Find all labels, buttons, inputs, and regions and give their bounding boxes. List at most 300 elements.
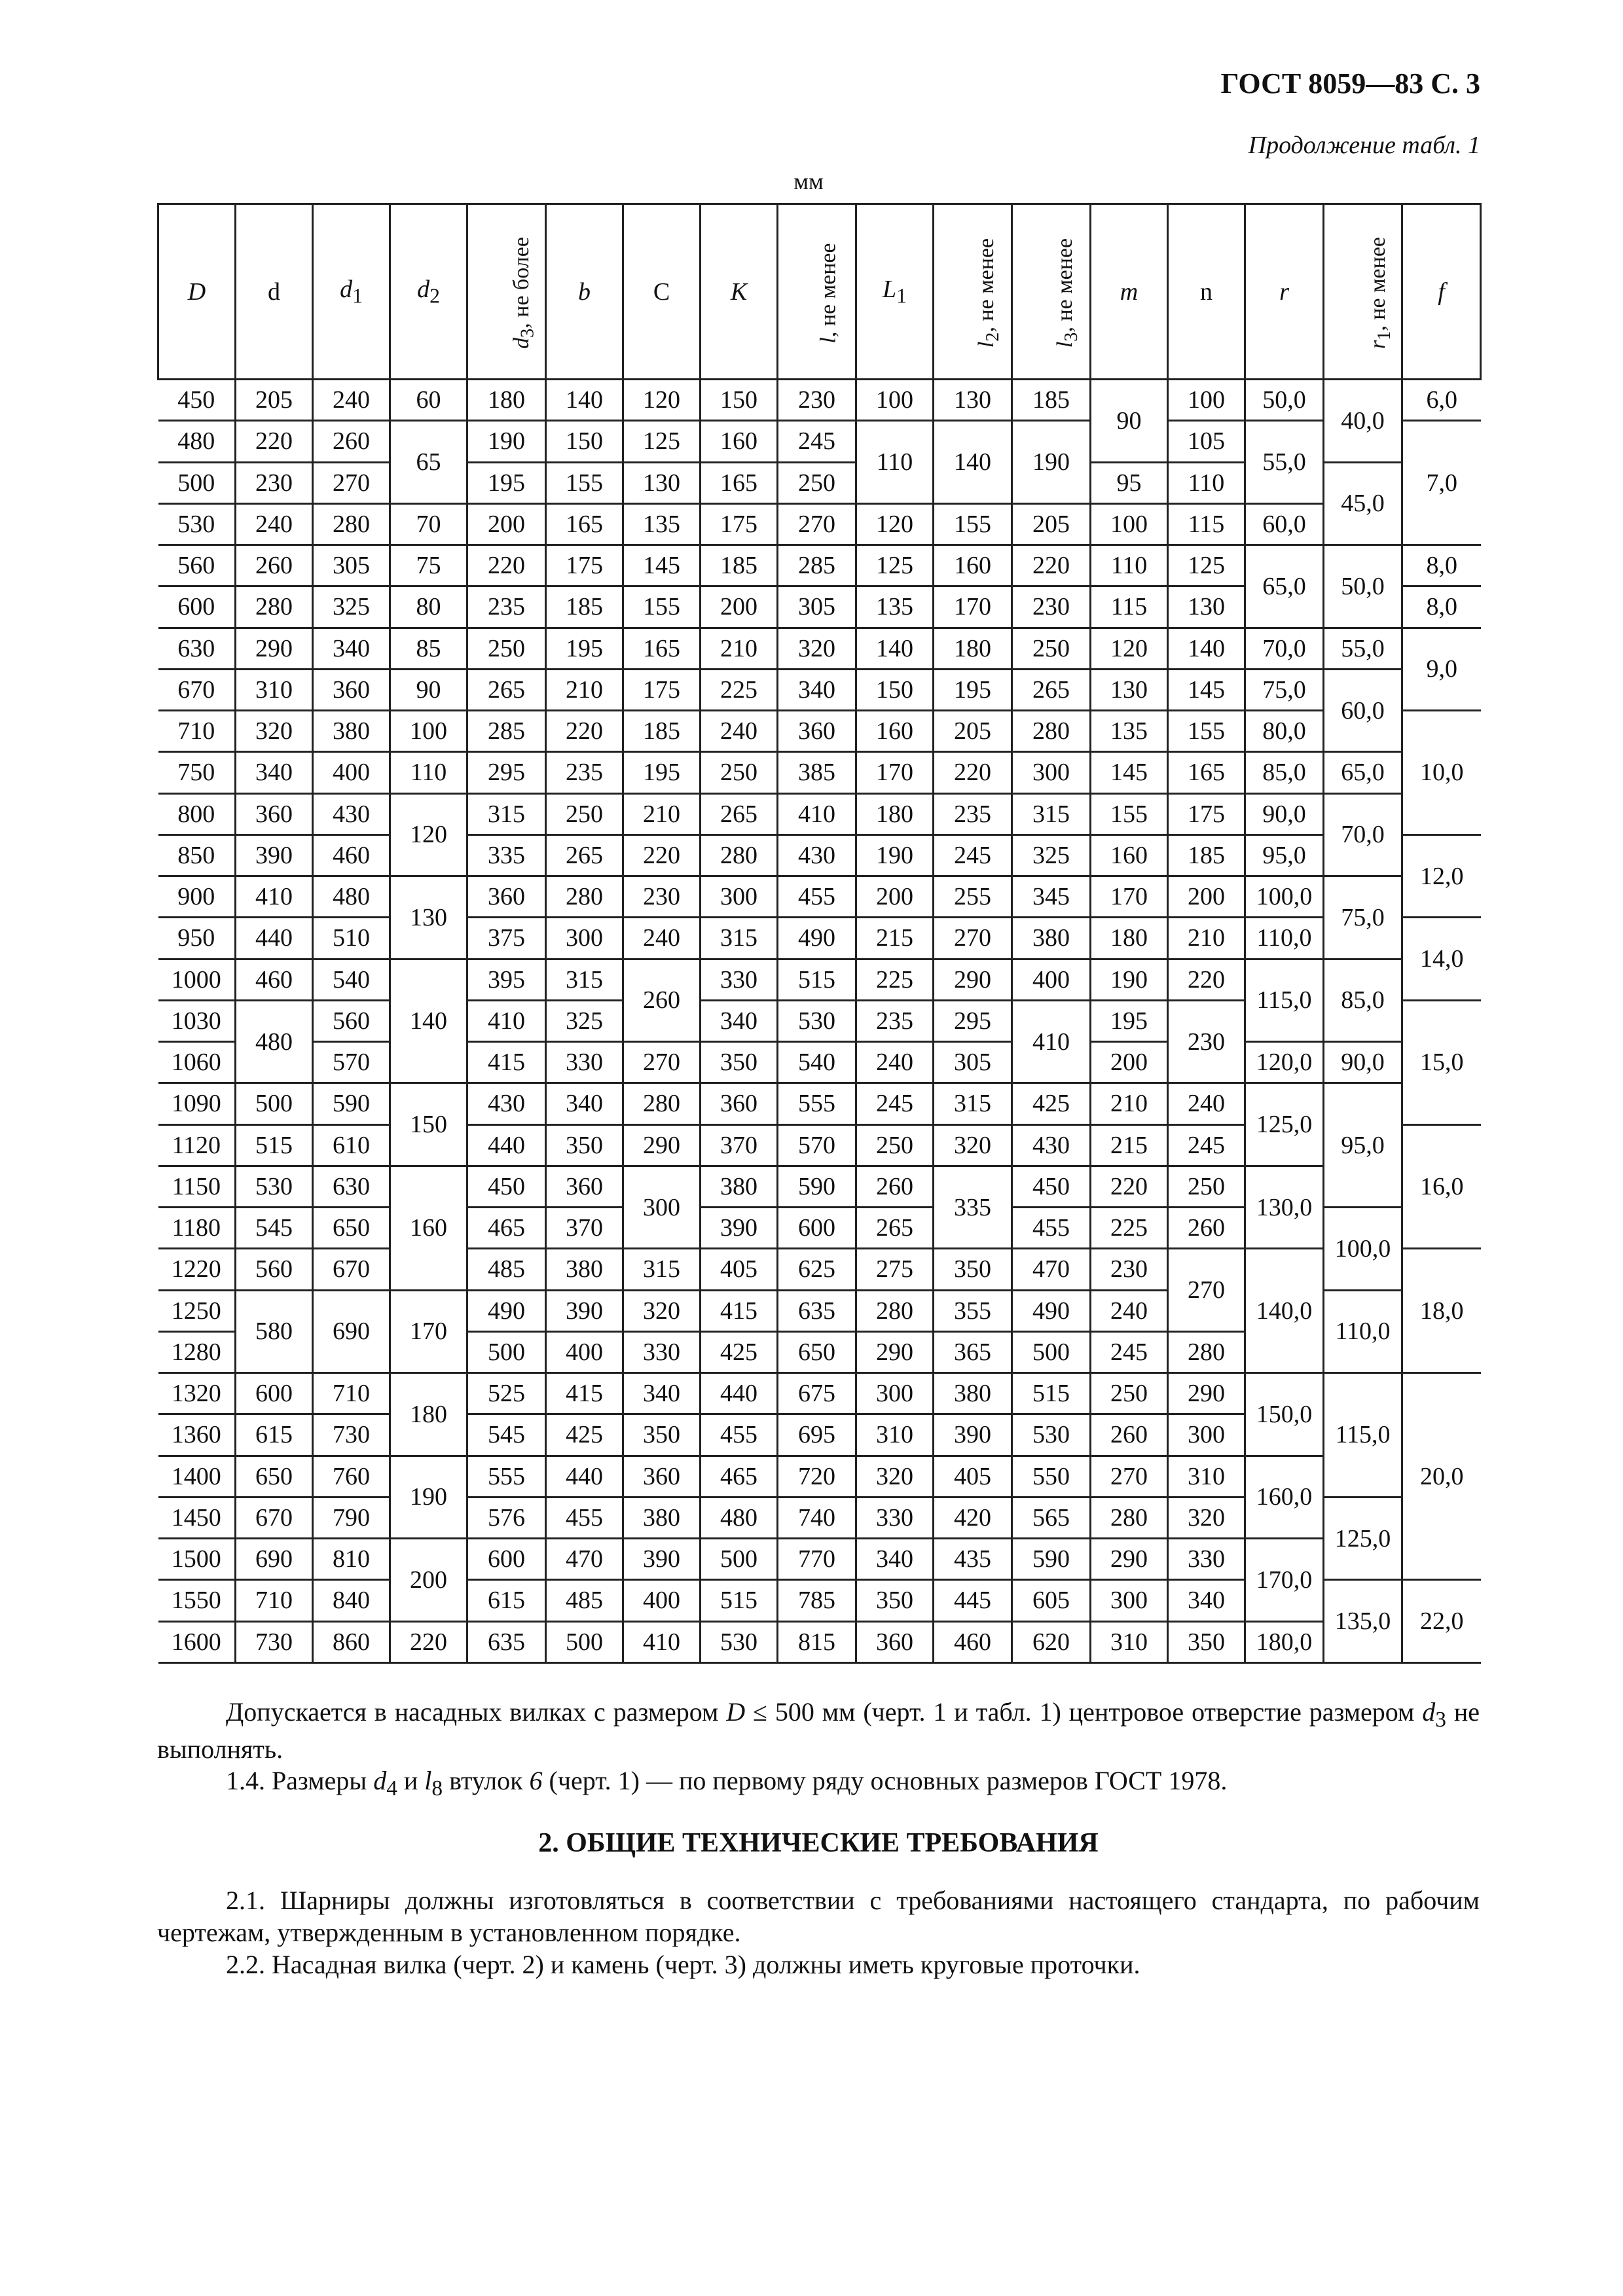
cell-r1: 45,0 xyxy=(1324,462,1402,545)
cell-l: 635 xyxy=(778,1290,856,1331)
cell-d3: 430 xyxy=(467,1083,546,1124)
cell-K: 405 xyxy=(701,1249,778,1290)
cell-l3: 315 xyxy=(1012,793,1091,834)
cell-l: 320 xyxy=(778,628,856,669)
cell-D: 480 xyxy=(158,421,236,462)
cell-l: 600 xyxy=(778,1208,856,1249)
cell-l: 270 xyxy=(778,503,856,545)
cell-D: 560 xyxy=(158,545,236,586)
cell-C: 120 xyxy=(623,380,701,421)
cell-r: 100,0 xyxy=(1245,876,1324,918)
cell-L1: 140 xyxy=(856,628,934,669)
cell-n: 250 xyxy=(1168,1166,1245,1207)
cell-b: 300 xyxy=(546,918,623,959)
cell-b: 325 xyxy=(546,1000,623,1041)
cell-l: 250 xyxy=(778,462,856,503)
cell-K: 440 xyxy=(701,1373,778,1414)
cell-C: 155 xyxy=(623,586,701,628)
cell-l2: 235 xyxy=(934,793,1012,834)
cell-m: 155 xyxy=(1091,793,1168,834)
cell-K: 165 xyxy=(701,462,778,503)
cell-d3: 250 xyxy=(467,628,546,669)
cell-d1: 670 xyxy=(313,1249,390,1290)
cell-b: 380 xyxy=(546,1249,623,1290)
cell-b: 150 xyxy=(546,421,623,462)
cell-l: 530 xyxy=(778,1000,856,1041)
cell-d3: 190 xyxy=(467,421,546,462)
cell-D: 1500 xyxy=(158,1539,236,1580)
cell-n: 185 xyxy=(1168,834,1245,876)
cell-f: 18,0 xyxy=(1402,1249,1481,1373)
cell-C: 280 xyxy=(623,1083,701,1124)
cell-D: 900 xyxy=(158,876,236,918)
col-header-l: l, не менее xyxy=(778,204,856,380)
cell-C: 315 xyxy=(623,1249,701,1290)
cell-m: 130 xyxy=(1091,669,1168,710)
cell-r1: 95,0 xyxy=(1324,1083,1402,1208)
cell-l3: 565 xyxy=(1012,1497,1091,1538)
cell-D: 450 xyxy=(158,380,236,421)
cell-L1: 235 xyxy=(856,1000,934,1041)
cell-C: 130 xyxy=(623,462,701,503)
cell-m: 195 xyxy=(1091,1000,1168,1041)
cell-f: 20,0 xyxy=(1402,1373,1481,1580)
cell-l: 590 xyxy=(778,1166,856,1207)
cell-d3: 315 xyxy=(467,793,546,834)
cell-d: 280 xyxy=(236,586,313,628)
cell-d1: 840 xyxy=(313,1580,390,1621)
cell-r: 85,0 xyxy=(1245,752,1324,793)
cell-f: 22,0 xyxy=(1402,1580,1481,1663)
cell-l: 720 xyxy=(778,1456,856,1497)
cell-d1: 760 xyxy=(313,1456,390,1497)
table-row xyxy=(158,1373,1481,1414)
cell-K: 225 xyxy=(701,669,778,710)
cell-l3: 550 xyxy=(1012,1456,1091,1497)
cell-n: 140 xyxy=(1168,628,1245,669)
cell-d3: 410 xyxy=(467,1000,546,1041)
cell-C: 330 xyxy=(623,1331,701,1372)
cell-d2: 150 xyxy=(390,1083,467,1166)
cell-D: 750 xyxy=(158,752,236,793)
cell-r1: 75,0 xyxy=(1324,876,1402,960)
cell-f: 8,0 xyxy=(1402,586,1481,628)
cell-d: 690 xyxy=(236,1539,313,1580)
col-header-m: m xyxy=(1091,204,1168,380)
table-row xyxy=(158,876,1481,918)
cell-l: 455 xyxy=(778,876,856,918)
cell-l: 490 xyxy=(778,918,856,959)
cell-K: 210 xyxy=(701,628,778,669)
note-paragraph: Допускается в насадных вилках с размером D ≤ 500 мм (черт. 1 и табл. 1) центровое отверстие размером $d_3$ не выполнять. xyxy=(157,1697,1480,1764)
cell-r: 65,0 xyxy=(1245,545,1324,628)
cell-D: 710 xyxy=(158,711,236,752)
cell-L1: 250 xyxy=(856,1124,934,1166)
cell-d1: 650 xyxy=(313,1208,390,1249)
cell-l: 230 xyxy=(778,380,856,421)
cell-m: 230 xyxy=(1091,1249,1168,1290)
cell-l: 740 xyxy=(778,1497,856,1538)
cell-C: 145 xyxy=(623,545,701,586)
cell-d3: 360 xyxy=(467,876,546,918)
cell-l2: 140 xyxy=(934,421,1012,504)
cell-D: 500 xyxy=(158,462,236,503)
cell-d2: 60 xyxy=(390,380,467,421)
cell-b: 340 xyxy=(546,1083,623,1124)
cell-f: 8,0 xyxy=(1402,545,1481,586)
table-row xyxy=(158,545,1481,586)
cell-r: 140,0 xyxy=(1245,1249,1324,1373)
cell-d2: 75 xyxy=(390,545,467,586)
cell-l2: 130 xyxy=(934,380,1012,421)
cell-n: 210 xyxy=(1168,918,1245,959)
cell-L1: 150 xyxy=(856,669,934,710)
cell-m: 120 xyxy=(1091,628,1168,669)
col-header-n: n xyxy=(1168,204,1245,380)
cell-d3: 180 xyxy=(467,380,546,421)
cell-b: 390 xyxy=(546,1290,623,1331)
table-row xyxy=(158,1249,1481,1290)
cell-b: 195 xyxy=(546,628,623,669)
cell-r1: 125,0 xyxy=(1324,1497,1402,1580)
cell-L1: 310 xyxy=(856,1414,934,1456)
cell-b: 485 xyxy=(546,1580,623,1621)
cell-r: 55,0 xyxy=(1245,421,1324,504)
cell-r1: 55,0 xyxy=(1324,628,1402,669)
cell-K: 200 xyxy=(701,586,778,628)
cell-K: 465 xyxy=(701,1456,778,1497)
cell-l2: 380 xyxy=(934,1373,1012,1414)
cell-l2: 305 xyxy=(934,1042,1012,1083)
cell-d3: 465 xyxy=(467,1208,546,1249)
col-header-b: b xyxy=(546,204,623,380)
cell-b: 330 xyxy=(546,1042,623,1083)
cell-d: 650 xyxy=(236,1456,313,1497)
cell-D: 1550 xyxy=(158,1580,236,1621)
cell-d: 390 xyxy=(236,834,313,876)
cell-l: 340 xyxy=(778,669,856,710)
cell-d2: 180 xyxy=(390,1373,467,1456)
cell-K: 250 xyxy=(701,752,778,793)
cell-b: 140 xyxy=(546,380,623,421)
cell-r: 70,0 xyxy=(1245,628,1324,669)
cell-K: 185 xyxy=(701,545,778,586)
cell-D: 850 xyxy=(158,834,236,876)
cell-n: 310 xyxy=(1168,1456,1245,1497)
cell-C: 300 xyxy=(623,1166,701,1249)
cell-l3: 590 xyxy=(1012,1539,1091,1580)
cell-d1: 305 xyxy=(313,545,390,586)
cell-l: 305 xyxy=(778,586,856,628)
cell-l2: 435 xyxy=(934,1539,1012,1580)
cell-l: 245 xyxy=(778,421,856,462)
cell-K: 500 xyxy=(701,1539,778,1580)
table-row xyxy=(158,752,1481,793)
cell-C: 360 xyxy=(623,1456,701,1497)
cell-n: 125 xyxy=(1168,545,1245,586)
col-header-r: r xyxy=(1245,204,1324,380)
cell-C: 230 xyxy=(623,876,701,918)
cell-d1: 710 xyxy=(313,1373,390,1414)
cell-L1: 300 xyxy=(856,1373,934,1414)
cell-b: 415 xyxy=(546,1373,623,1414)
cell-K: 280 xyxy=(701,834,778,876)
cell-d: 440 xyxy=(236,918,313,959)
cell-r: 60,0 xyxy=(1245,503,1324,545)
cell-b: 165 xyxy=(546,503,623,545)
cell-n: 115 xyxy=(1168,503,1245,545)
cell-m: 215 xyxy=(1091,1124,1168,1166)
cell-r1: 60,0 xyxy=(1324,669,1402,752)
cell-l: 650 xyxy=(778,1331,856,1372)
cell-C: 270 xyxy=(623,1042,701,1083)
cell-D: 630 xyxy=(158,628,236,669)
cell-d3: 375 xyxy=(467,918,546,959)
cell-d1: 340 xyxy=(313,628,390,669)
cell-r: 115,0 xyxy=(1245,959,1324,1042)
cell-C: 410 xyxy=(623,1621,701,1663)
cell-b: 265 xyxy=(546,834,623,876)
table-row xyxy=(158,1621,1481,1663)
table-row xyxy=(158,834,1481,876)
cell-l2: 255 xyxy=(934,876,1012,918)
cell-d1: 540 xyxy=(313,959,390,1000)
cell-K: 390 xyxy=(701,1208,778,1249)
cell-n: 260 xyxy=(1168,1208,1245,1249)
cell-d1: 810 xyxy=(313,1539,390,1580)
document-reference: ГОСТ 8059—83 С. 3 xyxy=(1220,67,1480,99)
cell-L1: 120 xyxy=(856,503,934,545)
cell-n: 240 xyxy=(1168,1083,1245,1124)
cell-l: 285 xyxy=(778,545,856,586)
cell-d1: 690 xyxy=(313,1290,390,1373)
table-row xyxy=(158,1166,1481,1207)
cell-r1: 110,0 xyxy=(1324,1290,1402,1373)
section-2-text xyxy=(157,1885,1480,1981)
cell-L1: 280 xyxy=(856,1290,934,1331)
cell-D: 600 xyxy=(158,586,236,628)
cell-C: 400 xyxy=(623,1580,701,1621)
cell-b: 425 xyxy=(546,1414,623,1456)
col-header-d2: $d_2$ xyxy=(390,204,467,380)
table-row xyxy=(158,711,1481,752)
cell-l3: 450 xyxy=(1012,1166,1091,1207)
cell-d1: 570 xyxy=(313,1042,390,1083)
cell-m: 225 xyxy=(1091,1208,1168,1249)
cell-d3: 500 xyxy=(467,1331,546,1372)
cell-m: 95 xyxy=(1091,462,1168,503)
cell-l3: 300 xyxy=(1012,752,1091,793)
cell-C: 220 xyxy=(623,834,701,876)
table-row xyxy=(158,380,1481,421)
cell-n: 320 xyxy=(1168,1497,1245,1538)
cell-n: 230 xyxy=(1168,1000,1245,1083)
cell-K: 240 xyxy=(701,711,778,752)
cell-l2: 445 xyxy=(934,1580,1012,1621)
cell-l: 695 xyxy=(778,1414,856,1456)
cell-D: 1030 xyxy=(158,1000,236,1041)
cell-l3: 190 xyxy=(1012,421,1091,504)
cell-d3: 576 xyxy=(467,1497,546,1538)
cell-C: 320 xyxy=(623,1290,701,1331)
cell-d3: 545 xyxy=(467,1414,546,1456)
col-header-l3: $l_3$, не менее xyxy=(1012,204,1091,380)
cell-d3: 335 xyxy=(467,834,546,876)
cell-m: 240 xyxy=(1091,1290,1168,1331)
cell-d1: 380 xyxy=(313,711,390,752)
cell-r: 95,0 xyxy=(1245,834,1324,876)
cell-d: 480 xyxy=(236,1000,313,1083)
cell-d: 615 xyxy=(236,1414,313,1456)
cell-d: 670 xyxy=(236,1497,313,1538)
cell-r1: 90,0 xyxy=(1324,1042,1402,1083)
cell-d1: 325 xyxy=(313,586,390,628)
cell-D: 1120 xyxy=(158,1124,236,1166)
cell-n: 340 xyxy=(1168,1580,1245,1621)
cell-d: 290 xyxy=(236,628,313,669)
paragraph-2-1: 2.1. Шарниры должны изготовляться в соответствии с требованиями настоящего стандарта, по рабочим чертежам, утвержденным в установленном порядке. xyxy=(157,1886,1480,1947)
cell-n: 220 xyxy=(1168,959,1245,1000)
units-label: мм xyxy=(793,168,824,194)
col-header-d3: $d_3$, не более xyxy=(467,204,546,380)
cell-d3: 440 xyxy=(467,1124,546,1166)
cell-l3: 490 xyxy=(1012,1290,1091,1331)
cell-l3: 430 xyxy=(1012,1124,1091,1166)
cell-r: 80,0 xyxy=(1245,711,1324,752)
cell-d1: 860 xyxy=(313,1621,390,1663)
cell-d3: 295 xyxy=(467,752,546,793)
cell-n: 155 xyxy=(1168,711,1245,752)
cell-D: 1250 xyxy=(158,1290,236,1331)
cell-l3: 455 xyxy=(1012,1208,1091,1249)
cell-d3: 555 xyxy=(467,1456,546,1497)
cell-K: 380 xyxy=(701,1166,778,1207)
cell-d3: 635 xyxy=(467,1621,546,1663)
cell-K: 160 xyxy=(701,421,778,462)
cell-C: 135 xyxy=(623,503,701,545)
cell-n: 245 xyxy=(1168,1124,1245,1166)
col-header-d: d xyxy=(236,204,313,380)
cell-l: 540 xyxy=(778,1042,856,1083)
cell-d2: 110 xyxy=(390,752,467,793)
cell-r: 90,0 xyxy=(1245,793,1324,834)
cell-d2: 190 xyxy=(390,1456,467,1539)
cell-D: 1320 xyxy=(158,1373,236,1414)
cell-l2: 320 xyxy=(934,1124,1012,1166)
cell-f: 7,0 xyxy=(1402,421,1481,545)
cell-l: 570 xyxy=(778,1124,856,1166)
cell-m: 160 xyxy=(1091,834,1168,876)
cell-b: 360 xyxy=(546,1166,623,1207)
cell-b: 315 xyxy=(546,959,623,1000)
table-row xyxy=(158,1042,1481,1083)
cell-b: 175 xyxy=(546,545,623,586)
cell-l2: 170 xyxy=(934,586,1012,628)
cell-D: 1090 xyxy=(158,1083,236,1124)
cell-C: 390 xyxy=(623,1539,701,1580)
cell-d: 240 xyxy=(236,503,313,545)
cell-n: 280 xyxy=(1168,1331,1245,1372)
cell-r: 50,0 xyxy=(1245,380,1324,421)
cell-L1: 200 xyxy=(856,876,934,918)
cell-L1: 240 xyxy=(856,1042,934,1083)
cell-d1: 590 xyxy=(313,1083,390,1124)
cell-d: 310 xyxy=(236,669,313,710)
cell-d: 220 xyxy=(236,421,313,462)
cell-n: 110 xyxy=(1168,462,1245,503)
cell-d: 410 xyxy=(236,876,313,918)
cell-l3: 410 xyxy=(1012,1000,1091,1083)
table-row xyxy=(158,959,1481,1000)
table-row xyxy=(158,503,1481,545)
cell-m: 310 xyxy=(1091,1621,1168,1663)
cell-l3: 470 xyxy=(1012,1249,1091,1290)
cell-r: 130,0 xyxy=(1245,1166,1324,1249)
cell-l2: 195 xyxy=(934,669,1012,710)
cell-d: 560 xyxy=(236,1249,313,1290)
cell-d2: 220 xyxy=(390,1621,467,1663)
table-continuation-label: Продолжение табл. 1 xyxy=(1248,132,1480,159)
cell-C: 260 xyxy=(623,959,701,1042)
header-row xyxy=(158,204,1481,380)
cell-L1: 360 xyxy=(856,1621,934,1663)
cell-m: 270 xyxy=(1091,1456,1168,1497)
cell-C: 125 xyxy=(623,421,701,462)
cell-r: 150,0 xyxy=(1245,1373,1324,1456)
cell-d1: 260 xyxy=(313,421,390,462)
cell-r1: 115,0 xyxy=(1324,1373,1402,1498)
cell-d: 545 xyxy=(236,1208,313,1249)
cell-d2: 100 xyxy=(390,711,467,752)
cell-d2: 130 xyxy=(390,876,467,960)
cell-m: 180 xyxy=(1091,918,1168,959)
cell-L1: 170 xyxy=(856,752,934,793)
cell-l: 515 xyxy=(778,959,856,1000)
cell-D: 950 xyxy=(158,918,236,959)
cell-b: 350 xyxy=(546,1124,623,1166)
cell-l2: 245 xyxy=(934,834,1012,876)
cell-L1: 265 xyxy=(856,1208,934,1249)
cell-b: 500 xyxy=(546,1621,623,1663)
cell-L1: 275 xyxy=(856,1249,934,1290)
cell-d2: 200 xyxy=(390,1539,467,1622)
cell-L1: 100 xyxy=(856,380,934,421)
cell-d1: 510 xyxy=(313,918,390,959)
cell-l2: 205 xyxy=(934,711,1012,752)
cell-d3: 200 xyxy=(467,503,546,545)
cell-d1: 270 xyxy=(313,462,390,503)
cell-r: 120,0 xyxy=(1245,1042,1324,1083)
cell-l: 625 xyxy=(778,1249,856,1290)
table-body xyxy=(158,380,1481,1663)
cell-l3: 185 xyxy=(1012,380,1091,421)
cell-C: 350 xyxy=(623,1414,701,1456)
cell-L1: 245 xyxy=(856,1083,934,1124)
cell-b: 370 xyxy=(546,1208,623,1249)
cell-D: 1400 xyxy=(158,1456,236,1497)
cell-n: 175 xyxy=(1168,793,1245,834)
col-header-K: K xyxy=(701,204,778,380)
cell-d2: 80 xyxy=(390,586,467,628)
cell-L1: 180 xyxy=(856,793,934,834)
cell-d1: 560 xyxy=(313,1000,390,1041)
cell-f: 9,0 xyxy=(1402,628,1481,711)
col-header-d1: $d_1$ xyxy=(313,204,390,380)
cell-r: 110,0 xyxy=(1245,918,1324,959)
cell-r1: 40,0 xyxy=(1324,380,1402,463)
cell-l3: 400 xyxy=(1012,959,1091,1000)
cell-b: 185 xyxy=(546,586,623,628)
